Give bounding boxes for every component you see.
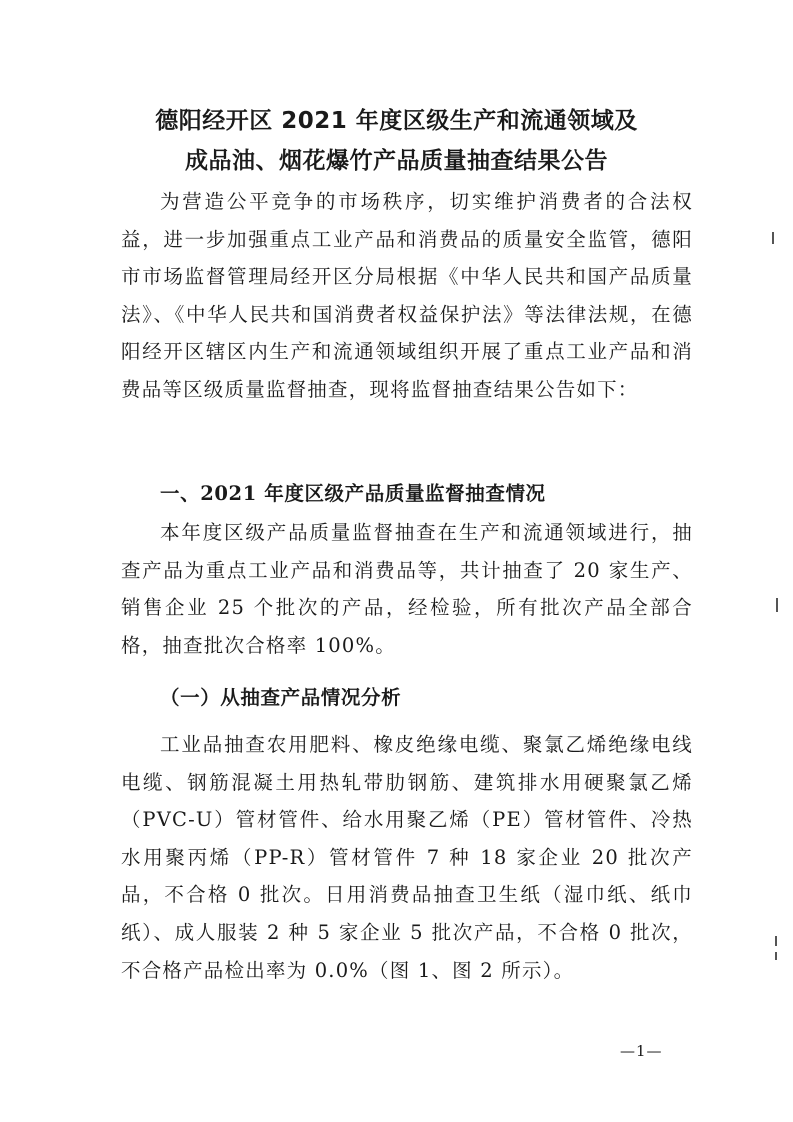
document-title-line-1: 德阳经开区 2021 年度区级生产和流通领域及: [155, 108, 638, 134]
document-title-line-2: 成品油、烟花爆竹产品质量抽查结果公告: [185, 148, 608, 174]
intro-paragraph: [121, 183, 693, 409]
subsection-1-heading: （一）从抽查产品情况分析: [160, 686, 402, 709]
section-1-heading: 一、2021 年度区级产品质量监督抽查情况: [160, 482, 546, 505]
scan-mark: [775, 952, 777, 960]
section-1-text: 本年度区级产品质量监督抽查在生产和流通领域进行，抽查产品为重点工业产品和消费品等，共计抽查了 20 家生产、销售企业 25 个批次的产品，经检验，所有批次产品全部合格，抽查批次合格率 100%。: [121, 521, 693, 657]
scan-mark: [776, 598, 778, 612]
intro-text: 为营造公平竞争的市场秩序，切实维护消费者的合法权益，进一步加强重点工业产品和消费品的质量安全监管，德阳市市场监督管理局经开区分局根据《中华人民共和国产品质量法》、《中华人民共和国消费者权益保护法》等法律法规，在德阳经开区辖区内生产和流通领域组织开展了重点工业产品和消费品等区级质量监督抽查，现将监督抽查结果公告如下：: [121, 190, 693, 401]
section-1-paragraph: [121, 514, 693, 664]
page-number: —1—: [620, 1042, 663, 1060]
scan-mark: [772, 232, 774, 244]
subsection-1-paragraph: [121, 726, 693, 989]
scan-mark: [775, 936, 777, 946]
subsection-1-text: 工业品抽查农用肥料、橡皮绝缘电缆、聚氯乙烯绝缘电线电缆、钢筋混凝土用热轧带肋钢筋、建筑排水用硬聚氯乙烯（PVC-U）管材管件、给水用聚乙烯（PE）管材管件、冷热水用聚丙烯（PP-R）管材管件 7 种 18 家企业 20 批次产品，不合格 0 批次。日用消费品抽查卫生纸（湿巾纸、纸巾纸）、成人服装 2 种 5 家企业 5 批次产品，不合格 0 批次，不合格产品检出率为 0.0%（图 1、图 2 所示）。: [121, 733, 693, 982]
